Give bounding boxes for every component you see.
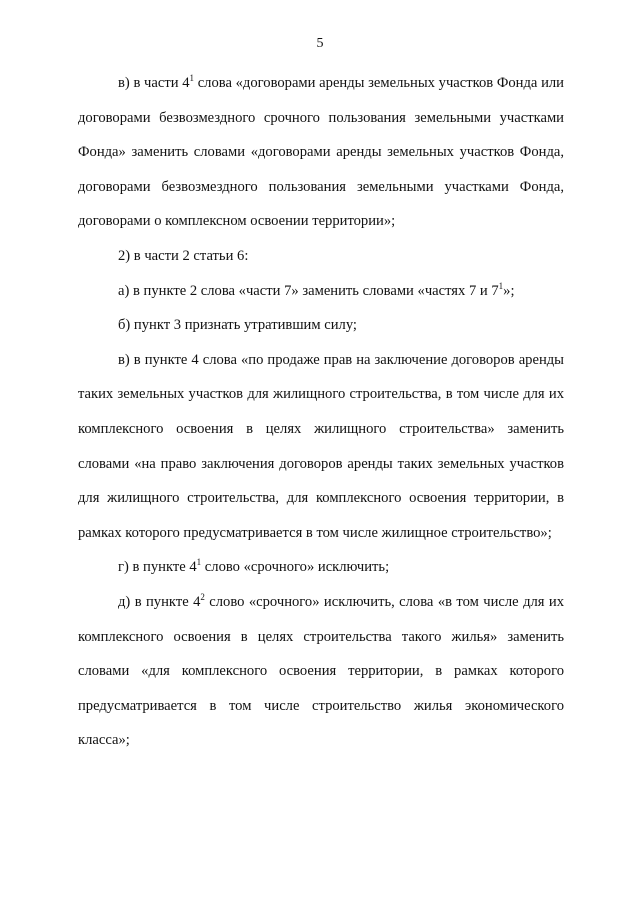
- paragraph-text: г) в пункте 4: [118, 559, 197, 576]
- paragraph-text: слова «договорами аренды земельных участков Фонда или договорами безвозмездного срочного пользования земельными участками Фонда» заменить словами «договорами аренды земельных участков Фонда, договорами безвозмездного пользования земельными участками Фонда, договорами о комплексном освоении территории»;: [78, 75, 564, 230]
- paragraph-text: слово «срочного» исключить, слова «в том числе для их комплексного освоения в целях строительства такого жилья» заменить словами «для комплексного освоения территории, в рамках которого предусматривается в том числе строительство жилья экономического класса»;: [78, 593, 565, 749]
- paragraph-a-point-2: [78, 274, 564, 309]
- superscript: 1: [196, 557, 202, 568]
- paragraph-text: в) в части 4: [118, 75, 190, 91]
- paragraph-v-point-4: [78, 343, 564, 551]
- page-number: 5: [316, 36, 324, 51]
- paragraph-d-point-4-2: [78, 585, 564, 758]
- paragraph-text: а) в пункте 2 слова «части 7» заменить словами «частях 7 и 7: [118, 282, 499, 299]
- paragraph-2-article-6: [78, 239, 564, 274]
- paragraph-text: д) в пункте 4: [118, 593, 201, 610]
- paragraph-v-part-4-1: [78, 66, 564, 239]
- paragraph-b-point-3: [78, 308, 564, 343]
- paragraph-text: в) в пункте 4 слова «по продаже прав на заключение договоров аренды таких земельных участков для жилищного строительства, в том числе для их комплексного освоения в целях жилищного строительства» заменить словами «на право заключения договоров аренды таких земельных участков для жилищного строительства, для комплексного освоения территории, в рамках которого предусматривается в том числе жилищное строительство»;: [78, 351, 564, 541]
- paragraph-text: »;: [503, 282, 515, 299]
- paragraph-text: б) пункт 3 признать утратившим силу;: [118, 317, 357, 334]
- paragraph-g-point-4-1: [78, 550, 564, 585]
- document-body: [78, 66, 564, 758]
- superscript: 1: [498, 280, 504, 291]
- paragraph-text: слово «срочного» исключить;: [201, 559, 390, 576]
- superscript: 1: [189, 73, 195, 83]
- superscript: 2: [200, 591, 205, 602]
- paragraph-text: 2) в части 2 статьи 6:: [118, 247, 249, 264]
